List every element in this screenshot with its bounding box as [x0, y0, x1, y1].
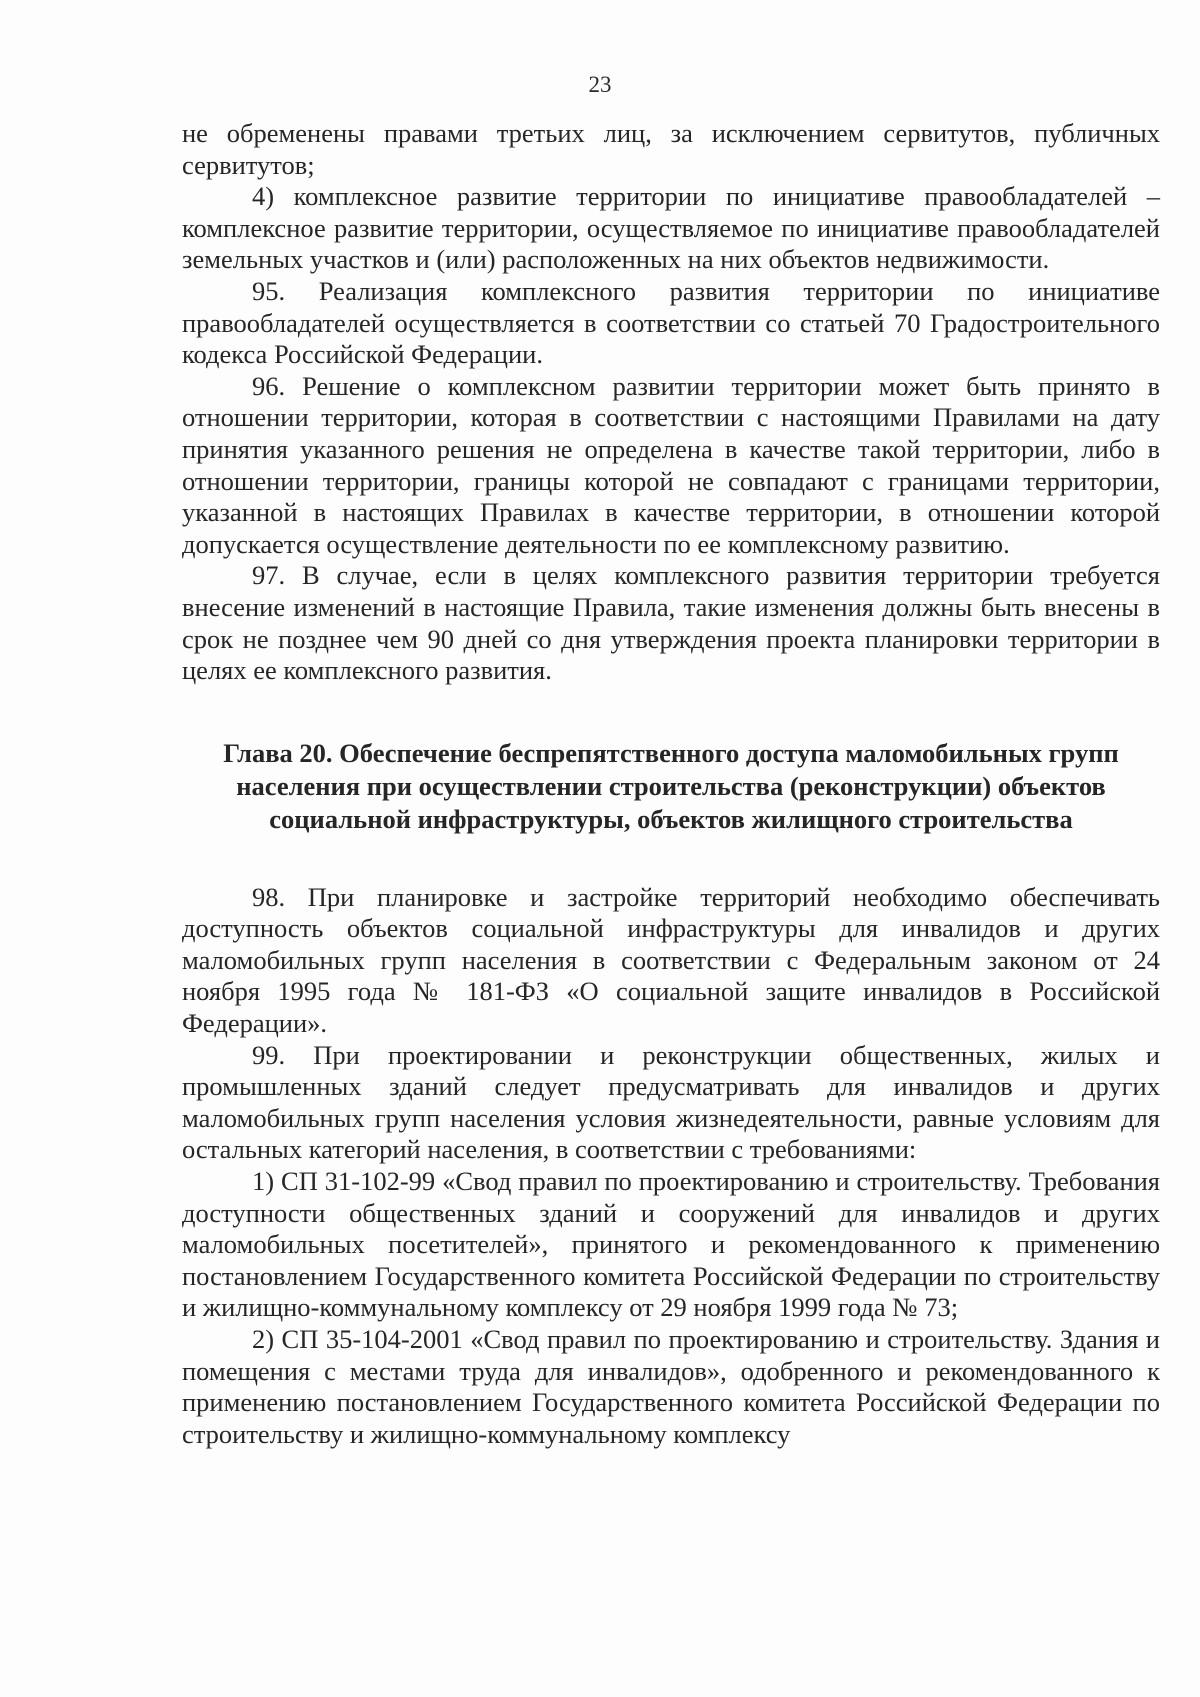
chapter-heading-line-1: Глава 20. Обеспечение беспрепятственного доступа маломобильных групп: [223, 737, 1119, 768]
paragraph-continuation: не обременены правами третьих лиц, за исключением сервитутов, публичных сервитутов;: [182, 118, 1160, 180]
paragraph-99: 99. При проектировании и реконструкции общественных, жилых и промышленных зданий следует предусматривать для инвалидов и других маломобильных групп населения условия жизнедеятельности, равные условиям для остальных категорий населения, в соответствии с требованиями:: [182, 1039, 1160, 1165]
paragraph-99-item-1: 1) СП 31-102-99 «Свод правил по проектированию и строительству. Требования доступности общественных зданий и сооружений для инвалидов и других маломобильных посетителей», принятого и рекомендованного к применению постановлением Государственного комитета Российской Федерации по строительству и жилищно-коммунальному комплексу от 29 ноября 1999 года № 73;: [182, 1166, 1160, 1323]
chapter-heading-line-2: населения при осуществлении строительства (реконструкции) объектов: [236, 770, 1106, 801]
paragraph-97: 97. В случае, если в целях комплексного развития территории требуется внесение изменений в настоящие Правила, такие изменения должны быть внесены в срок не позднее чем 90 дней со дня утверждения проекта планировки территории в целях ее комплексного развития.: [182, 560, 1160, 686]
chapter-heading-line-3: социальной инфраструктуры, объектов жилищного строительства: [269, 803, 1073, 834]
paragraph-96: 96. Решение о комплексном развитии территории может быть принято в отношении территории, которая в соответствии с настоящими Правилами на дату принятия указанного решения не определена в качестве такой территории, либо в отношении территории, границы которой не совпадают с границами территории, указанной в настоящих Правилах в качестве территории, в отношении которой допускается осуществление деятельности по ее комплексному развитию.: [182, 370, 1160, 559]
page-number: 23: [588, 72, 612, 97]
paragraph-95: 95. Реализация комплексного развития территории по инициативе правообладателей осуществляется в соответствии со статьей 70 Градостроительного кодекса Российской Федерации.: [182, 275, 1160, 370]
paragraph-98: 98. При планировке и застройке территорий необходимо обеспечивать доступность объектов социальной инфраструктуры для инвалидов и других маломобильных групп населения в соответствии с Федеральным законом от 24 ноября 1995 года № 181-ФЗ «О социальной защите инвалидов в Российской Федерации».: [182, 881, 1160, 1039]
chapter-heading: [182, 737, 1160, 836]
paragraph-99-item-2: 2) СП 35-104-2001 «Свод правил по проектированию и строительству. Здания и помещения с местами труда для инвалидов», одобренного и рекомендованного к применению постановлением Государственного комитета Российской Федерации по строительству и жилищно-коммунальному комплексу: [182, 1324, 1160, 1449]
paragraph-item-4: 4) комплексное развитие территории по инициативе правообладателей – комплексное развитие территории, осуществляемое по инициативе правообладателей земельных участков и (или) расположенных на них объектов недвижимости.: [182, 181, 1160, 275]
document-body: [182, 118, 1160, 1450]
